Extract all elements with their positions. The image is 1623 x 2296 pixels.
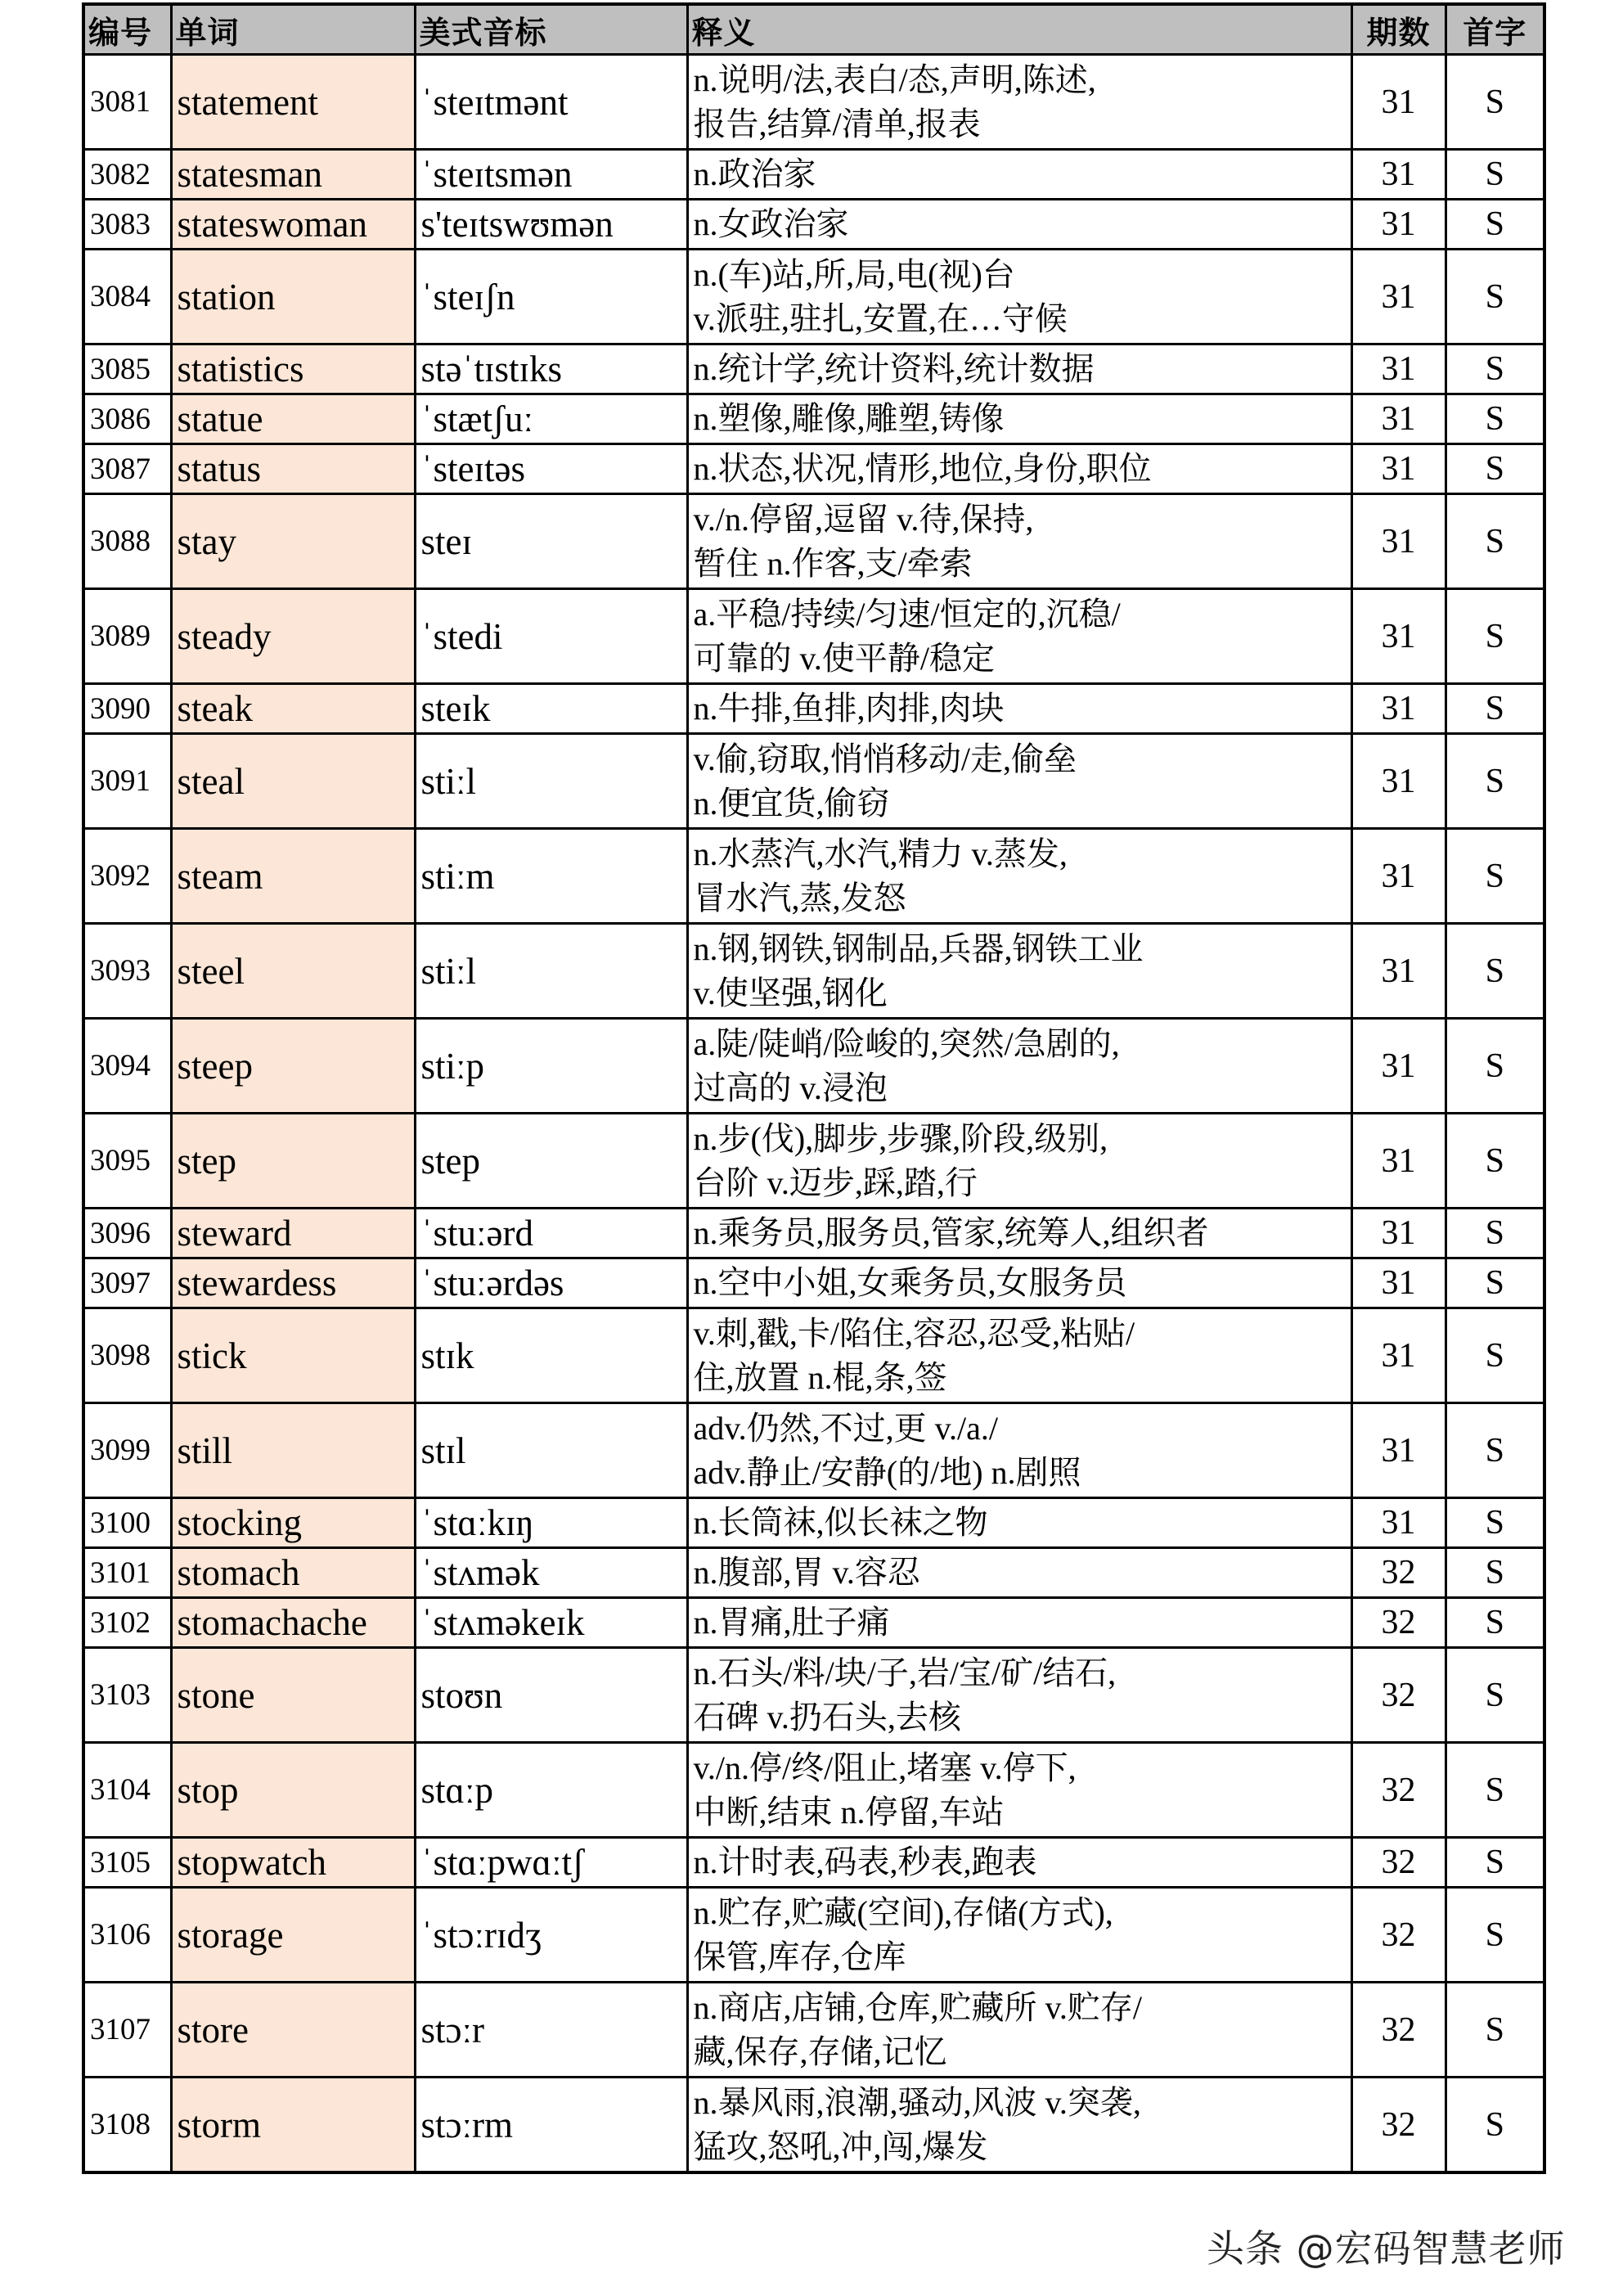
cell-word: steal (171, 734, 415, 829)
cell-number: 3102 (83, 1598, 171, 1648)
cell-phonetic: stiːm (415, 829, 687, 924)
cell-period: 32 (1351, 1888, 1445, 1983)
cell-initial: S (1445, 200, 1544, 250)
table-row (83, 344, 1544, 394)
definition-line: v.使坚强,钢化 (693, 974, 888, 1011)
cell-definition (687, 150, 1351, 200)
cell-period: 31 (1351, 344, 1445, 394)
definition-line: a.陡/陡峭/险峻的,突然/急剧的, (693, 1024, 1120, 1062)
cell-phonetic: ˈsteɪtsmən (415, 150, 687, 200)
cell-definition (687, 344, 1351, 394)
cell-period: 31 (1351, 924, 1445, 1019)
table-row (83, 1114, 1544, 1209)
table-row (83, 250, 1544, 344)
cell-initial: S (1445, 444, 1544, 494)
cell-period: 32 (1351, 1548, 1445, 1598)
cell-word: stocking (171, 1498, 415, 1548)
cell-initial: S (1445, 684, 1544, 734)
cell-number: 3108 (83, 2078, 171, 2173)
cell-definition (687, 1498, 1351, 1548)
cell-period: 31 (1351, 394, 1445, 444)
table-body (83, 55, 1544, 2173)
cell-word: stopwatch (171, 1838, 415, 1888)
cell-initial: S (1445, 1403, 1544, 1498)
cell-phonetic: stiːl (415, 924, 687, 1019)
cell-initial: S (1445, 1498, 1544, 1548)
cell-period: 32 (1351, 1838, 1445, 1888)
definition-line: 住,放置 n.棍,条,签 (693, 1358, 947, 1396)
cell-definition (687, 1258, 1351, 1308)
cell-number: 3082 (83, 150, 171, 200)
cell-initial: S (1445, 1019, 1544, 1114)
table-row (83, 1598, 1544, 1648)
cell-word: stop (171, 1743, 415, 1838)
cell-word: storage (171, 1888, 415, 1983)
cell-period: 31 (1351, 829, 1445, 924)
table-row (83, 1498, 1544, 1548)
cell-definition (687, 394, 1351, 444)
table-row (83, 684, 1544, 734)
definition-line: n.腹部,胃 v.容忍 (693, 1554, 920, 1591)
cell-number: 3101 (83, 1548, 171, 1598)
table-row (83, 200, 1544, 250)
cell-definition (687, 1019, 1351, 1114)
cell-phonetic: ˈsteɪʃn (415, 250, 687, 344)
cell-number: 3092 (83, 829, 171, 924)
cell-period: 31 (1351, 1258, 1445, 1308)
cell-number: 3093 (83, 924, 171, 1019)
header-phonetic: 美式音标 (415, 4, 687, 55)
cell-initial: S (1445, 829, 1544, 924)
cell-definition (687, 684, 1351, 734)
cell-initial: S (1445, 150, 1544, 200)
cell-definition (687, 494, 1351, 589)
cell-initial: S (1445, 1548, 1544, 1598)
cell-phonetic: ˈstɑːkɪŋ (415, 1498, 687, 1548)
definition-line: v./n.停/终/阻止,堵塞 v.停下, (693, 1749, 1077, 1786)
cell-phonetic: stoʊn (415, 1648, 687, 1743)
cell-period: 31 (1351, 1114, 1445, 1209)
table-row (83, 150, 1544, 200)
definition-line: n.政治家 (693, 155, 816, 192)
definition-line: n.胃痛,肚子痛 (693, 1604, 890, 1641)
cell-definition (687, 444, 1351, 494)
cell-initial: S (1445, 1838, 1544, 1888)
table-row (83, 394, 1544, 444)
cell-period: 31 (1351, 1209, 1445, 1258)
cell-number: 3084 (83, 250, 171, 344)
cell-phonetic: steɪk (415, 684, 687, 734)
cell-word: steak (171, 684, 415, 734)
definition-line: 石碑 v.扔石头,去核 (693, 1698, 961, 1736)
cell-definition (687, 200, 1351, 250)
cell-definition (687, 55, 1351, 150)
cell-initial: S (1445, 394, 1544, 444)
cell-word: stick (171, 1308, 415, 1403)
definition-line: n.钢,钢铁,钢制品,兵器,钢铁工业 (693, 930, 1144, 967)
cell-word: stomach (171, 1548, 415, 1598)
cell-number: 3103 (83, 1648, 171, 1743)
cell-number: 3107 (83, 1983, 171, 2078)
cell-word: statesman (171, 150, 415, 200)
cell-phonetic: stɪl (415, 1403, 687, 1498)
cell-initial: S (1445, 1209, 1544, 1258)
cell-number: 3104 (83, 1743, 171, 1838)
cell-period: 32 (1351, 1983, 1445, 2078)
cell-word: stay (171, 494, 415, 589)
cell-definition (687, 734, 1351, 829)
table-row (83, 1983, 1544, 2078)
cell-initial: S (1445, 924, 1544, 1019)
cell-number: 3096 (83, 1209, 171, 1258)
definition-line: n.长筒袜,似长袜之物 (693, 1504, 988, 1541)
cell-period: 31 (1351, 444, 1445, 494)
cell-initial: S (1445, 1983, 1544, 2078)
table-row (83, 829, 1544, 924)
cell-definition (687, 589, 1351, 684)
definition-line: n.女政治家 (693, 205, 849, 242)
table-row (83, 444, 1544, 494)
table-row (83, 1019, 1544, 1114)
cell-phonetic: ˈstuːərd (415, 1209, 687, 1258)
cell-initial: S (1445, 344, 1544, 394)
cell-definition (687, 1308, 1351, 1403)
cell-number: 3088 (83, 494, 171, 589)
definition-line: v.偷,窃取,悄悄移动/走,偷垒 (693, 740, 1077, 777)
cell-definition (687, 1648, 1351, 1743)
cell-number: 3086 (83, 394, 171, 444)
cell-initial: S (1445, 250, 1544, 344)
cell-initial: S (1445, 1648, 1544, 1743)
cell-number: 3105 (83, 1838, 171, 1888)
cell-word: steep (171, 1019, 415, 1114)
cell-number: 3100 (83, 1498, 171, 1548)
header-definition: 释义 (687, 4, 1351, 55)
table-row (83, 1838, 1544, 1888)
header-word: 单词 (171, 4, 415, 55)
cell-period: 31 (1351, 734, 1445, 829)
cell-definition (687, 1743, 1351, 1838)
definition-line: v.刺,戳,卡/陷住,容忍,忍受,粘贴/ (693, 1314, 1135, 1352)
definition-line: 报告,结算/清单,报表 (693, 105, 981, 142)
cell-period: 31 (1351, 55, 1445, 150)
definition-line: 过高的 v.浸泡 (693, 1069, 888, 1106)
cell-period: 31 (1351, 1403, 1445, 1498)
definition-line: n.计时表,码表,秒表,跑表 (693, 1844, 1037, 1880)
cell-phonetic: steɪ (415, 494, 687, 589)
cell-definition (687, 1598, 1351, 1648)
cell-definition (687, 829, 1351, 924)
definition-line: n.状态,状况,情形,地位,身份,职位 (693, 450, 1152, 487)
vocabulary-table (82, 2, 1546, 2174)
cell-definition (687, 250, 1351, 344)
cell-phonetic: stiːp (415, 1019, 687, 1114)
cell-initial: S (1445, 1888, 1544, 1983)
cell-word: store (171, 1983, 415, 2078)
definition-line: n.乘务员,服务员,管家,统筹人,组织者 (693, 1214, 1209, 1251)
cell-definition (687, 1838, 1351, 1888)
cell-period: 31 (1351, 1498, 1445, 1548)
definition-line: 保管,库存,仓库 (693, 1938, 906, 1975)
definition-line: 猛攻,怒吼,冲,闯,爆发 (693, 2127, 988, 2165)
cell-phonetic: ˈsteɪtəs (415, 444, 687, 494)
cell-word: statue (171, 394, 415, 444)
definition-line: n.石头/料/块/子,岩/宝/矿/结石, (693, 1654, 1117, 1691)
cell-period: 31 (1351, 684, 1445, 734)
cell-phonetic: s'teɪtswʊmən (415, 200, 687, 250)
cell-initial: S (1445, 734, 1544, 829)
cell-period: 31 (1351, 250, 1445, 344)
header-period: 期数 (1351, 4, 1445, 55)
definition-line: n.暴风雨,浪潮,骚动,风波 v.突袭, (693, 2083, 1141, 2121)
cell-definition (687, 1888, 1351, 1983)
cell-phonetic: stiːl (415, 734, 687, 829)
cell-word: stewardess (171, 1258, 415, 1308)
cell-word: stone (171, 1648, 415, 1743)
definition-line: n.便宜货,偷窃 (693, 784, 890, 822)
cell-initial: S (1445, 1308, 1544, 1403)
header-number: 编号 (83, 4, 171, 55)
cell-definition (687, 1983, 1351, 2078)
watermark: 头条 @宏码智慧老师 (1207, 2226, 1566, 2271)
table-row (83, 1258, 1544, 1308)
definition-line: 暂住 n.作客,支/牵索 (693, 544, 973, 582)
cell-definition (687, 924, 1351, 1019)
cell-word: statement (171, 55, 415, 150)
cell-word: storm (171, 2078, 415, 2173)
definition-line: adv.静止/安静(的/地) n.剧照 (693, 1453, 1081, 1491)
cell-initial: S (1445, 2078, 1544, 2173)
definition-line: n.贮存,贮藏(空间),存储(方式), (693, 1893, 1113, 1931)
definition-line: n.空中小姐,女乘务员,女服务员 (693, 1264, 1127, 1301)
cell-period: 31 (1351, 1308, 1445, 1403)
header-row (83, 4, 1544, 55)
cell-definition (687, 2078, 1351, 2173)
cell-phonetic: stɑːp (415, 1743, 687, 1838)
cell-phonetic: ˈsteɪtmənt (415, 55, 687, 150)
cell-number: 3085 (83, 344, 171, 394)
cell-phonetic: ˈstɔːrɪdʒ (415, 1888, 687, 1983)
cell-word: status (171, 444, 415, 494)
definition-line: 藏,保存,存储,记忆 (693, 2033, 947, 2070)
definition-line: v./n.停留,逗留 v.待,保持, (693, 500, 1034, 538)
cell-period: 32 (1351, 1743, 1445, 1838)
cell-initial: S (1445, 1114, 1544, 1209)
cell-initial: S (1445, 1258, 1544, 1308)
cell-period: 31 (1351, 200, 1445, 250)
cell-word: step (171, 1114, 415, 1209)
cell-initial: S (1445, 55, 1544, 150)
cell-phonetic: ˈstʌməkeɪk (415, 1598, 687, 1648)
table-row (83, 589, 1544, 684)
definition-line: 冒水汽,蒸,发怒 (693, 879, 906, 916)
table-row (83, 494, 1544, 589)
cell-word: stateswoman (171, 200, 415, 250)
cell-phonetic: ˈstɑːpwɑːtʃ (415, 1838, 687, 1888)
cell-period: 31 (1351, 589, 1445, 684)
definition-line: n.(车)站,所,局,电(视)台 (693, 255, 1015, 293)
cell-phonetic: stɔːrm (415, 2078, 687, 2173)
cell-word: steward (171, 1209, 415, 1258)
definition-line: adv.仍然,不过,更 v./a./ (693, 1409, 999, 1447)
cell-phonetic: ˈstætʃuː (415, 394, 687, 444)
cell-initial: S (1445, 1743, 1544, 1838)
cell-initial: S (1445, 494, 1544, 589)
cell-word: stomachache (171, 1598, 415, 1648)
cell-word: steam (171, 829, 415, 924)
cell-number: 3081 (83, 55, 171, 150)
table-row (83, 1743, 1544, 1838)
cell-initial: S (1445, 589, 1544, 684)
cell-number: 3094 (83, 1019, 171, 1114)
cell-number: 3097 (83, 1258, 171, 1308)
cell-word: statistics (171, 344, 415, 394)
cell-word: steel (171, 924, 415, 1019)
table-row (83, 1209, 1544, 1258)
cell-number: 3083 (83, 200, 171, 250)
cell-word: still (171, 1403, 415, 1498)
definition-line: 台阶 v.迈步,踩,踏,行 (693, 1164, 978, 1201)
cell-number: 3089 (83, 589, 171, 684)
cell-word: station (171, 250, 415, 344)
cell-word: steady (171, 589, 415, 684)
cell-number: 3095 (83, 1114, 171, 1209)
cell-phonetic: ˈstedi (415, 589, 687, 684)
cell-definition (687, 1114, 1351, 1209)
cell-period: 31 (1351, 1019, 1445, 1114)
definition-line: n.牛排,鱼排,肉排,肉块 (693, 690, 1005, 727)
table-row (83, 924, 1544, 1019)
cell-period: 32 (1351, 1598, 1445, 1648)
table-row (83, 1403, 1544, 1498)
table-row (83, 1648, 1544, 1743)
cell-phonetic: stɔːr (415, 1983, 687, 2078)
definition-line: n.说明/法,表白/态,声明,陈述, (693, 61, 1096, 98)
definition-line: n.水蒸汽,水汽,精力 v.蒸发, (693, 835, 1068, 872)
table-row (83, 1308, 1544, 1403)
table-row (83, 55, 1544, 150)
cell-period: 32 (1351, 1648, 1445, 1743)
cell-initial: S (1445, 1598, 1544, 1648)
definition-line: 可靠的 v.使平静/稳定 (693, 639, 996, 677)
cell-period: 31 (1351, 494, 1445, 589)
cell-period: 31 (1351, 150, 1445, 200)
cell-phonetic: ˈstʌmək (415, 1548, 687, 1598)
cell-number: 3087 (83, 444, 171, 494)
cell-number: 3090 (83, 684, 171, 734)
cell-phonetic: stɪk (415, 1308, 687, 1403)
cell-number: 3091 (83, 734, 171, 829)
table-row (83, 2078, 1544, 2173)
cell-phonetic: ˈstuːərdəs (415, 1258, 687, 1308)
cell-phonetic: step (415, 1114, 687, 1209)
definition-line: 中断,结束 n.停留,车站 (693, 1793, 1005, 1830)
definition-line: v.派驻,驻扎,安置,在…守候 (693, 299, 1068, 337)
table-row (83, 734, 1544, 829)
cell-definition (687, 1548, 1351, 1598)
table-row (83, 1888, 1544, 1983)
definition-line: n.塑像,雕像,雕塑,铸像 (693, 400, 1005, 437)
cell-period: 32 (1351, 2078, 1445, 2173)
cell-number: 3099 (83, 1403, 171, 1498)
cell-phonetic: stəˈtɪstɪks (415, 344, 687, 394)
cell-definition (687, 1209, 1351, 1258)
header-initial: 首字 (1445, 4, 1544, 55)
cell-number: 3098 (83, 1308, 171, 1403)
cell-number: 3106 (83, 1888, 171, 1983)
table-row (83, 1548, 1544, 1598)
cell-definition (687, 1403, 1351, 1498)
definition-line: a.平稳/持续/匀速/恒定的,沉稳/ (693, 595, 1121, 633)
definition-line: n.步(伐),脚步,步骤,阶段,级别, (693, 1119, 1108, 1157)
definition-line: n.统计学,统计资料,统计数据 (693, 350, 1095, 387)
definition-line: n.商店,店铺,仓库,贮藏所 v.贮存/ (693, 1988, 1143, 2026)
